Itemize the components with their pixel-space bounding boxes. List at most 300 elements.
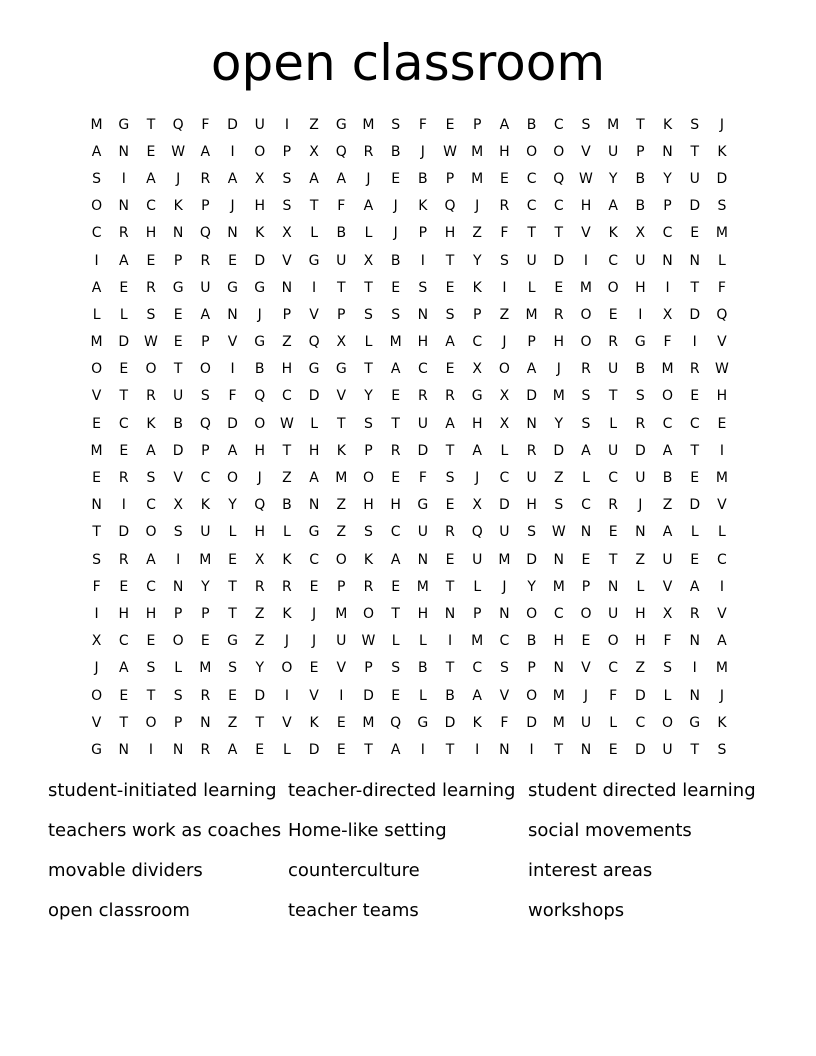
- grid-letter: J: [393, 225, 398, 242]
- grid-letter: C: [717, 551, 727, 568]
- word-list-item: counterculture: [288, 860, 420, 881]
- grid-letter: T: [690, 143, 699, 160]
- grid-letter: P: [282, 306, 292, 323]
- grid-letter: E: [391, 470, 401, 487]
- grid-letter: U: [336, 252, 347, 269]
- grid-letter: C: [526, 170, 537, 187]
- grid-letter: Z: [282, 470, 292, 487]
- grid-letter: E: [119, 442, 129, 459]
- grid-letter: O: [254, 415, 266, 432]
- grid-letter: H: [635, 633, 646, 650]
- grid-letter: R: [608, 497, 619, 514]
- grid-letter: J: [719, 116, 724, 133]
- grid-letter: N: [118, 143, 130, 160]
- word-list-item: movable dividers: [48, 860, 203, 881]
- grid-letter: G: [335, 116, 347, 133]
- grid-letter: C: [472, 660, 483, 677]
- grid-letter: T: [92, 524, 101, 541]
- grid-letter: P: [663, 198, 672, 215]
- grid-letter: G: [254, 279, 266, 296]
- grid-letter: R: [118, 551, 129, 568]
- grid-letter: H: [553, 633, 565, 650]
- grid-letter: K: [608, 225, 618, 242]
- grid-letter: Q: [172, 116, 184, 133]
- grid-letter: B: [662, 470, 673, 487]
- grid-letter: D: [526, 388, 537, 405]
- grid-letter: D: [689, 306, 701, 323]
- grid-letter: H: [444, 225, 456, 242]
- grid-letter: E: [581, 551, 591, 568]
- grid-letter: E: [445, 551, 455, 568]
- grid-letter: A: [390, 741, 401, 758]
- grid-letter: F: [717, 279, 726, 296]
- grid-letter: V: [91, 388, 102, 405]
- grid-row: [83, 573, 736, 600]
- grid-letter: Z: [309, 116, 319, 133]
- grid-letter: X: [499, 388, 510, 405]
- grid-letter: W: [279, 415, 294, 432]
- grid-letter: E: [119, 279, 129, 296]
- grid-letter: V: [581, 225, 591, 242]
- grid-letter: M: [661, 361, 674, 378]
- grid-letter: M: [389, 334, 402, 351]
- grid-letter: O: [145, 361, 157, 378]
- grid-letter: P: [472, 306, 482, 323]
- grid-letter: O: [145, 714, 157, 731]
- grid-letter: B: [635, 170, 646, 187]
- grid-letter: N: [607, 578, 619, 595]
- grid-letter: V: [309, 687, 319, 704]
- grid-letter: A: [227, 442, 238, 459]
- grid-letter: E: [336, 741, 346, 758]
- grid-letter: E: [119, 361, 129, 378]
- grid-letter: T: [146, 116, 156, 133]
- grid-letter: E: [690, 470, 700, 487]
- grid-row: [83, 709, 736, 736]
- grid-letter: O: [172, 633, 184, 650]
- grid-letter: M: [715, 225, 728, 242]
- grid-letter: R: [200, 741, 211, 758]
- grid-letter: T: [255, 714, 264, 731]
- grid-letter: H: [390, 497, 401, 514]
- grid-letter: Y: [472, 252, 482, 269]
- grid-letter: T: [119, 388, 129, 405]
- grid-letter: J: [312, 633, 317, 650]
- grid-letter: X: [254, 170, 265, 187]
- grid-letter: H: [118, 605, 130, 622]
- grid-letter: W: [551, 524, 566, 541]
- grid-letter: J: [420, 143, 425, 160]
- grid-letter: B: [254, 361, 265, 378]
- grid-letter: L: [473, 578, 482, 595]
- grid-letter: C: [662, 415, 673, 432]
- grid-letter: R: [553, 306, 564, 323]
- grid-letter: J: [393, 198, 398, 215]
- grid-letter: N: [499, 741, 510, 758]
- grid-letter: I: [230, 143, 235, 160]
- grid-letter: P: [201, 442, 210, 459]
- grid-letter: N: [689, 687, 700, 704]
- grid-row: [83, 655, 736, 682]
- grid-letter: U: [200, 524, 211, 541]
- grid-letter: N: [281, 279, 293, 296]
- grid-letter: Y: [255, 660, 264, 677]
- grid-letter: U: [608, 361, 619, 378]
- grid-letter: H: [526, 497, 537, 514]
- grid-letter: U: [608, 143, 619, 160]
- grid-letter: F: [500, 714, 509, 731]
- word-list-item: open classroom: [48, 900, 190, 921]
- grid-letter: N: [553, 660, 565, 677]
- grid-letter: B: [635, 198, 646, 215]
- grid-letter: N: [172, 225, 184, 242]
- grid-letter: G: [172, 279, 184, 296]
- grid-letter: B: [390, 143, 401, 160]
- grid-row: [83, 247, 736, 274]
- grid-letter: D: [634, 741, 646, 758]
- grid-letter: I: [719, 442, 724, 459]
- grid-letter: B: [635, 361, 646, 378]
- grid-letter: C: [662, 225, 673, 242]
- grid-letter: N: [635, 524, 646, 541]
- grid-letter: E: [581, 633, 591, 650]
- grid-letter: T: [527, 225, 536, 242]
- grid-letter: V: [717, 497, 727, 514]
- grid-letter: R: [635, 415, 646, 432]
- grid-letter: F: [663, 633, 672, 650]
- grid-letter: X: [472, 361, 483, 378]
- grid-letter: I: [692, 334, 697, 351]
- grid-letter: O: [227, 470, 239, 487]
- grid-letter: S: [282, 198, 292, 215]
- word-list-item: Home-like setting: [288, 820, 447, 841]
- grid-letter: C: [200, 470, 211, 487]
- grid-letter: S: [717, 198, 727, 215]
- grid-letter: M: [199, 660, 212, 677]
- word-list-item: social movements: [528, 820, 692, 841]
- grid-letter: B: [526, 116, 537, 133]
- grid-letter: D: [227, 415, 238, 432]
- grid-letter: E: [554, 279, 564, 296]
- grid-letter: D: [526, 551, 537, 568]
- grid-letter: O: [526, 687, 538, 704]
- grid-letter: I: [420, 741, 425, 758]
- grid-letter: X: [499, 415, 510, 432]
- grid-letter: J: [94, 660, 99, 677]
- grid-letter: R: [390, 442, 401, 459]
- grid-letter: K: [255, 225, 265, 242]
- grid-letter: C: [499, 633, 510, 650]
- grid-letter: Y: [201, 578, 210, 595]
- grid-letter: E: [690, 551, 700, 568]
- grid-letter: S: [364, 415, 373, 432]
- grid-letter: N: [580, 524, 592, 541]
- grid-letter: Q: [444, 198, 456, 215]
- grid-letter: X: [363, 252, 374, 269]
- word-list-item: teacher-directed learning: [288, 780, 516, 801]
- grid-letter: X: [662, 306, 673, 323]
- grid-letter: O: [199, 361, 211, 378]
- grid-letter: N: [417, 306, 429, 323]
- grid-letter: I: [692, 660, 697, 677]
- grid-letter: Y: [554, 415, 564, 432]
- grid-row: [83, 682, 736, 709]
- grid-letter: V: [227, 334, 238, 351]
- grid-letter: M: [362, 714, 375, 731]
- grid-letter: M: [90, 442, 103, 459]
- grid-letter: S: [228, 660, 237, 677]
- grid-letter: M: [90, 334, 103, 351]
- grid-letter: N: [553, 551, 565, 568]
- grid-row: [83, 301, 736, 328]
- grid-letter: Y: [228, 497, 237, 514]
- grid-letter: L: [174, 660, 183, 677]
- grid-letter: S: [146, 470, 156, 487]
- grid-letter: D: [716, 170, 728, 187]
- grid-letter: J: [284, 633, 289, 650]
- grid-letter: H: [499, 143, 510, 160]
- grid-letter: B: [445, 687, 455, 704]
- grid-letter: D: [417, 442, 429, 459]
- grid-letter: A: [309, 470, 319, 487]
- grid-letter: J: [719, 687, 724, 704]
- grid-letter: E: [228, 551, 237, 568]
- grid-letter: T: [608, 388, 618, 405]
- grid-letter: S: [391, 306, 401, 323]
- grid-letter: T: [364, 361, 373, 378]
- grid-letter: B: [282, 497, 292, 514]
- grid-letter: V: [581, 143, 591, 160]
- grid-letter: Q: [471, 524, 483, 541]
- grid-letter: E: [391, 687, 401, 704]
- grid-letter: L: [364, 225, 373, 242]
- grid-letter: T: [337, 279, 346, 296]
- grid-letter: Z: [499, 306, 510, 323]
- grid-letter: K: [717, 714, 727, 731]
- grid-letter: L: [119, 306, 128, 323]
- grid-letter: T: [282, 442, 292, 459]
- grid-letter: R: [200, 687, 211, 704]
- grid-letter: I: [339, 687, 344, 704]
- grid-letter: R: [417, 388, 428, 405]
- word-list-item: teachers work as coaches: [48, 820, 282, 841]
- grid-letter: S: [200, 388, 210, 405]
- grid-letter: E: [309, 660, 319, 677]
- grid-letter: J: [176, 170, 181, 187]
- grid-letter: S: [391, 660, 401, 677]
- grid-row: [83, 464, 736, 491]
- grid-letter: M: [471, 170, 484, 187]
- grid-letter: C: [390, 524, 401, 541]
- grid-letter: U: [173, 388, 184, 405]
- grid-letter: T: [636, 116, 645, 133]
- word-list: [48, 776, 768, 936]
- grid-letter: H: [417, 334, 429, 351]
- grid-letter: I: [230, 361, 235, 378]
- grid-letter: E: [173, 334, 183, 351]
- grid-letter: K: [717, 143, 727, 160]
- grid-letter: P: [337, 578, 346, 595]
- grid-letter: K: [662, 116, 673, 133]
- grid-letter: Z: [662, 497, 673, 514]
- grid-letter: R: [608, 334, 619, 351]
- grid-letter: V: [282, 714, 292, 731]
- grid-letter: A: [91, 143, 102, 160]
- grid-letter: K: [472, 279, 482, 296]
- grid-letter: E: [608, 524, 618, 541]
- grid-letter: O: [553, 143, 565, 160]
- grid-letter: R: [254, 578, 265, 595]
- grid-letter: N: [227, 306, 238, 323]
- grid-letter: A: [146, 442, 156, 459]
- grid-letter: Z: [336, 497, 347, 514]
- grid-letter: L: [718, 252, 726, 269]
- grid-letter: U: [689, 170, 700, 187]
- grid-letter: F: [609, 687, 618, 704]
- grid-letter: E: [146, 633, 156, 650]
- grid-letter: H: [553, 334, 565, 351]
- grid-letter: R: [200, 252, 211, 269]
- grid-letter: P: [364, 442, 373, 459]
- grid-letter: Q: [308, 334, 320, 351]
- grid-letter: B: [526, 633, 537, 650]
- grid-letter: Y: [663, 170, 672, 187]
- grid-letter: T: [228, 605, 237, 622]
- grid-letter: C: [472, 334, 483, 351]
- grid-letter: A: [91, 279, 102, 296]
- grid-row: [83, 546, 736, 573]
- grid-letter: L: [391, 633, 400, 650]
- grid-letter: N: [689, 633, 700, 650]
- grid-letter: H: [471, 415, 483, 432]
- grid-letter: M: [498, 551, 511, 568]
- grid-letter: X: [282, 225, 292, 242]
- grid-row: [83, 437, 736, 464]
- grid-letter: L: [527, 279, 536, 296]
- grid-letter: D: [553, 252, 565, 269]
- grid-letter: S: [173, 524, 183, 541]
- grid-letter: N: [172, 741, 184, 758]
- grid-letter: D: [444, 714, 456, 731]
- grid-letter: J: [230, 198, 235, 215]
- grid-letter: C: [689, 415, 700, 432]
- grid-letter: R: [526, 442, 537, 459]
- grid-letter: S: [391, 116, 401, 133]
- grid-letter: C: [91, 225, 102, 242]
- grid-letter: T: [228, 578, 237, 595]
- grid-letter: N: [227, 225, 238, 242]
- grid-letter: D: [553, 442, 565, 459]
- grid-letter: R: [146, 388, 156, 405]
- grid-letter: Z: [254, 633, 265, 650]
- grid-letter: T: [445, 660, 455, 677]
- grid-letter: A: [200, 143, 211, 160]
- grid-letter: T: [364, 279, 373, 296]
- grid-letter: H: [635, 279, 646, 296]
- grid-letter: I: [529, 741, 534, 758]
- grid-letter: S: [146, 660, 156, 677]
- grid-letter: Q: [716, 306, 728, 323]
- grid-letter: T: [391, 415, 400, 432]
- grid-letter: L: [690, 524, 699, 541]
- grid-letter: C: [417, 361, 428, 378]
- grid-letter: O: [662, 714, 674, 731]
- grid-letter: L: [92, 306, 101, 323]
- grid-letter: H: [281, 361, 293, 378]
- grid-letter: S: [499, 252, 509, 269]
- grid-letter: T: [445, 252, 455, 269]
- grid-letter: E: [92, 470, 102, 487]
- grid-letter: I: [284, 116, 289, 133]
- grid-letter: H: [308, 442, 320, 459]
- grid-letter: L: [418, 633, 427, 650]
- grid-letter: M: [416, 578, 429, 595]
- grid-letter: H: [254, 198, 265, 215]
- grid-letter: Q: [335, 143, 347, 160]
- grid-letter: S: [717, 741, 727, 758]
- grid-letter: J: [475, 198, 480, 215]
- grid-letter: M: [552, 578, 565, 595]
- word-list-item: teacher teams: [288, 900, 419, 921]
- grid-letter: L: [500, 442, 509, 459]
- grid-letter: K: [282, 605, 292, 622]
- grid-letter: U: [472, 551, 483, 568]
- grid-letter: R: [363, 143, 374, 160]
- grid-letter: D: [634, 687, 646, 704]
- grid-letter: L: [228, 524, 237, 541]
- grid-letter: V: [581, 660, 591, 677]
- grid-letter: I: [502, 279, 507, 296]
- grid-letter: X: [254, 551, 265, 568]
- grid-letter: M: [552, 388, 565, 405]
- grid-letter: R: [445, 524, 455, 541]
- grid-letter: A: [390, 551, 401, 568]
- grid-row: [83, 383, 736, 410]
- grid-letter: S: [663, 660, 672, 677]
- grid-row: [83, 274, 736, 301]
- grid-letter: E: [608, 741, 618, 758]
- grid-letter: E: [608, 306, 618, 323]
- grid-letter: C: [553, 198, 564, 215]
- grid-letter: K: [146, 415, 156, 432]
- grid-letter: C: [553, 605, 564, 622]
- grid-letter: I: [176, 551, 181, 568]
- grid-letter: K: [418, 198, 428, 215]
- grid-letter: I: [475, 741, 480, 758]
- grid-letter: A: [390, 361, 401, 378]
- grid-letter: U: [608, 442, 619, 459]
- grid-letter: T: [146, 687, 156, 704]
- grid-letter: P: [201, 605, 210, 622]
- grid-letter: S: [581, 116, 591, 133]
- grid-letter: V: [499, 687, 510, 704]
- grid-row: [83, 410, 736, 437]
- grid-letter: R: [282, 578, 292, 595]
- grid-letter: M: [552, 714, 565, 731]
- grid-letter: Q: [553, 170, 565, 187]
- grid-row: [83, 111, 736, 138]
- grid-letter: C: [118, 415, 129, 432]
- grid-letter: O: [580, 605, 592, 622]
- grid-letter: A: [608, 198, 618, 215]
- grid-letter: R: [146, 279, 156, 296]
- grid-letter: O: [91, 198, 103, 215]
- grid-letter: S: [554, 497, 564, 514]
- grid-letter: D: [308, 741, 320, 758]
- grid-letter: N: [444, 605, 456, 622]
- grid-letter: Q: [390, 714, 402, 731]
- grid-letter: E: [391, 279, 401, 296]
